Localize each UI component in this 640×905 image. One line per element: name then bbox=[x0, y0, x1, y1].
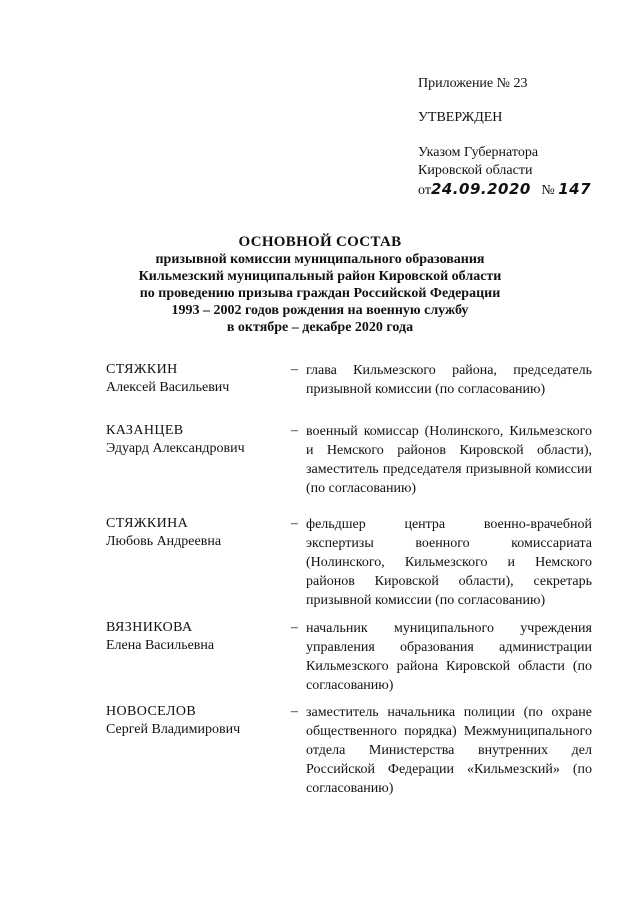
member-role: фельдшер центра военно-врачебной экспертизы военного комиссариата (Нолинского, Кильмезского и Немского районов Кировской области), секретарь призывной комиссии (по согласованию) bbox=[306, 517, 592, 608]
title-line: 1993 – 2002 годов рождения на военную службу bbox=[171, 303, 469, 318]
member-dash: – bbox=[291, 362, 298, 377]
member-dash: – bbox=[291, 423, 298, 438]
member-role: начальник муниципального учреждения управления образования администрации Кильмезского района Кировской области (по согласованию) bbox=[306, 621, 592, 693]
member-given-names: Эдуард Александрович bbox=[106, 441, 245, 456]
decree-line-1: Указом Губернатора bbox=[418, 145, 539, 160]
member-dash: – bbox=[291, 620, 298, 635]
date-prefix: от bbox=[418, 183, 431, 198]
decree-line-2: Кировской области bbox=[418, 163, 533, 178]
approved-label: УТВЕРЖДЕН bbox=[418, 110, 503, 125]
handwritten-number: 147 bbox=[558, 180, 592, 198]
title-line: призывной комиссии муниципального образования bbox=[155, 252, 485, 267]
member-given-names: Алексей Васильевич bbox=[106, 380, 230, 395]
member-given-names: Елена Васильевна bbox=[106, 638, 215, 653]
appendix-number: Приложение № 23 bbox=[418, 76, 528, 91]
member-surname: ВЯЗНИКОВА bbox=[106, 620, 193, 635]
member-surname: СТЯЖКИНА bbox=[106, 516, 189, 531]
member-surname: СТЯЖКИН bbox=[106, 362, 178, 377]
member-role: военный комиссар (Нолинского, Кильмезского и Немского районов Кировской области), заместитель председателя призывной комиссии (по согласованию) bbox=[306, 424, 592, 496]
title-line: в октябре – декабре 2020 года bbox=[226, 320, 414, 335]
appendix-block bbox=[418, 75, 598, 198]
member-given-names: Любовь Андреевна bbox=[106, 534, 222, 549]
member-given-names: Сергей Владимирович bbox=[106, 722, 241, 737]
decree-date-line bbox=[418, 180, 591, 200]
member-surname: НОВОСЕЛОВ bbox=[106, 704, 197, 719]
title-main: ОСНОВНОЙ СОСТАВ bbox=[238, 234, 402, 250]
member-role: глава Кильмезского района, председатель призывной комиссии (по согласованию) bbox=[306, 363, 592, 397]
member-role: заместитель начальника полиции (по охране общественного порядка) Межмуниципального отдела Министерства внутренних дел Российской Федерации «Кильмезский» (по согласованию) bbox=[306, 705, 592, 796]
member-dash: – bbox=[291, 704, 298, 719]
handwritten-date: 24.09.2020 bbox=[430, 180, 531, 198]
member-surname: КАЗАНЦЕВ bbox=[106, 423, 184, 438]
member-dash: – bbox=[291, 516, 298, 531]
title-line: по проведению призыва граждан Российской Федерации bbox=[139, 286, 501, 301]
document-title bbox=[0, 233, 640, 336]
number-prefix: № bbox=[541, 183, 555, 198]
title-line: Кильмезский муниципальный район Кировской области bbox=[138, 269, 502, 284]
decree-reference bbox=[418, 144, 591, 200]
